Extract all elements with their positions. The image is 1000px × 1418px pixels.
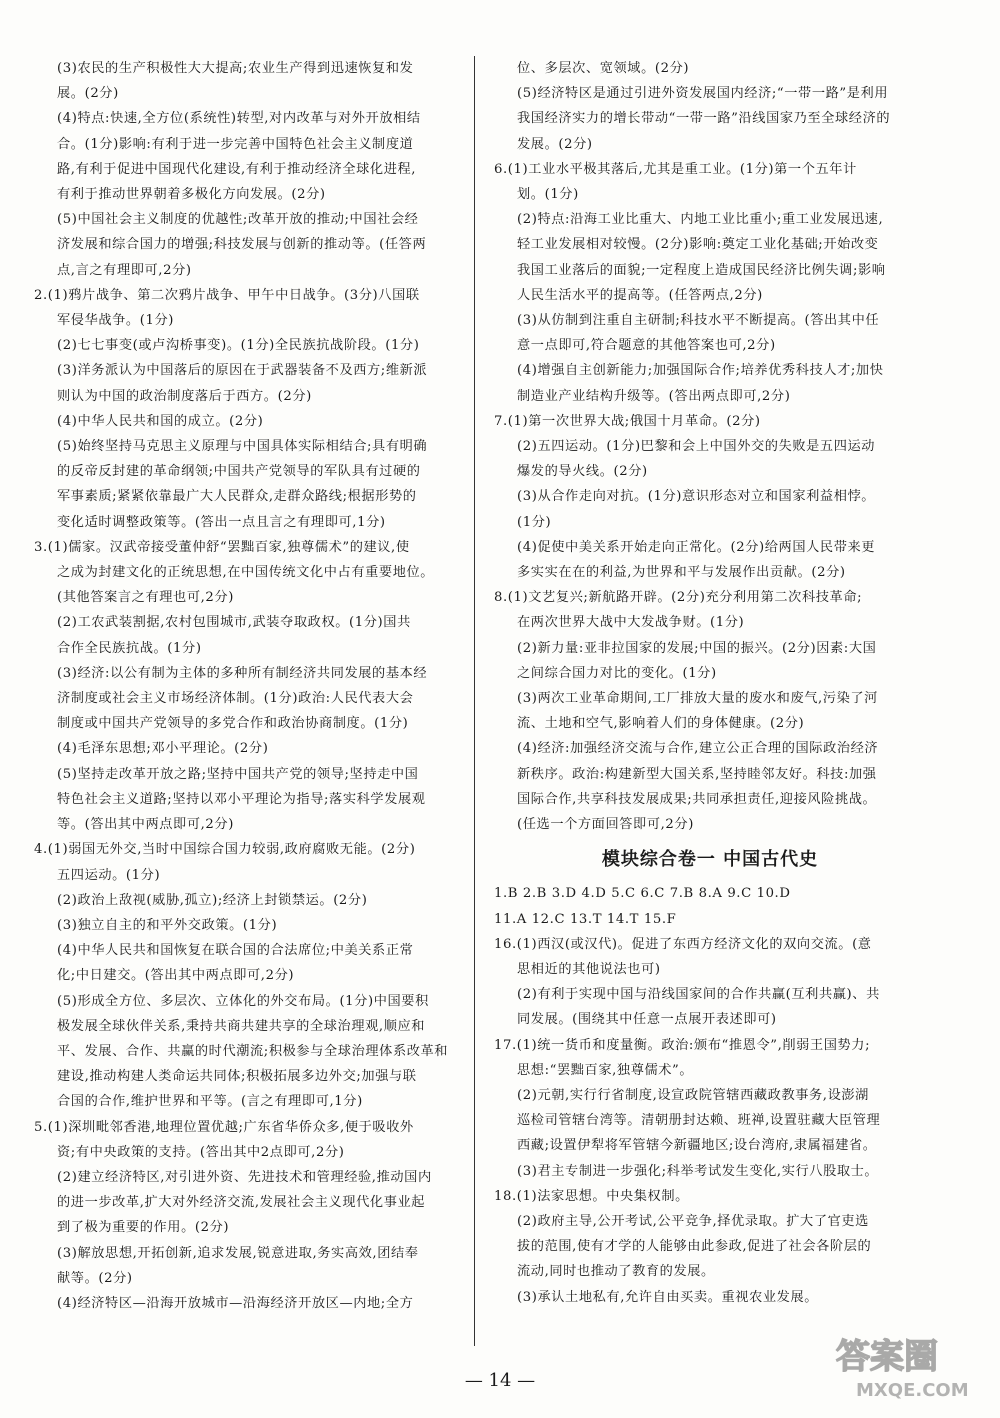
answer-line: (2)有利于实现中国与沿线国家间的合作共赢(互利共赢)、共 — [517, 987, 880, 1003]
answer-line: 的反帝反封建的革命纲领;中国共产党领导的军队具有过硬的 — [57, 464, 421, 480]
column-divider — [474, 56, 475, 1346]
answer-line: 制度或中国共产党领导的多党合作和政治协商制度。(1分) — [57, 716, 409, 732]
answer-line: 位、多层次、宽领域。(2分) — [517, 61, 690, 76]
answer-line: (3)经济:以公有制为主体的多种所有制经济共同发展的基本经 — [57, 665, 428, 681]
answer-line: (4)中华人民共和国的成立。(2分) — [57, 413, 264, 429]
answer-line: 平、发展、合作、共赢的时代潮流;积极参与全球治理体系改革和 — [57, 1043, 449, 1059]
answer-line: 16.(1)西汉(或汉代)。促进了东西方经济文化的双向交流。(意 — [494, 936, 872, 952]
watermark-cn: 答案圈 — [836, 1337, 938, 1377]
page-number: — 14 — — [464, 1370, 536, 1391]
answer-line: (2)元朝,实行行省制度,设宣政院管辖西藏政教事务,设澎湖 — [517, 1087, 869, 1103]
answer-line: 的进一步改革,扩大对外经济交流,发展社会主义现代化事业起 — [57, 1195, 426, 1211]
right-column — [494, 56, 926, 1310]
answer-line: 合。(1分)影响:有利于进一步完善中国特色社会主义制度道 — [57, 136, 414, 152]
answer-line: 巡检司管辖台湾等。清朝册封达赖、班禅,设置驻藏大臣管理 — [517, 1113, 881, 1129]
answer-line: (3)从合作走向对抗。(1分)意识形态对立和国家利益相悖。 — [517, 489, 876, 505]
answer-line: 建设,推动构建人类命运共同体;积极拓展多边外交;加强与联 — [57, 1069, 417, 1085]
answer-line: 军侵华战争。(1分) — [57, 313, 174, 329]
answer-line: 变化适时调整政策等。(答出一点且言之有理即可,1分) — [57, 514, 386, 530]
answer-line: 路,有利于促进中国现代化建设,有利于推动经济全球化进程, — [57, 161, 417, 177]
answer-line: (5)形成全方位、多层次、立体化的外交布局。(1分)中国要积 — [57, 993, 429, 1009]
watermark-url: MXQE.COM — [856, 1380, 969, 1401]
answer-line: 8.(1)文艺复兴;新航路开辟。(2分)充分利用第二次科技革命; — [494, 590, 863, 606]
answers-continued — [494, 56, 926, 837]
answer-line: 化;中日建交。(答出其中两点即可,2分) — [57, 968, 295, 984]
answer-line: 献等。(2分) — [57, 1270, 133, 1286]
answer-line: (2)七七事变(或卢沟桥事变)。(1分)全民族抗战阶段。(1分) — [57, 338, 420, 354]
answer-line: 我国工业落后的面貌;一定程度上造成国民经济比例失调;影响 — [517, 262, 886, 278]
answer-line: (3)洋务派认为中国落后的原因在于武器装备不及西方;维新派 — [57, 363, 428, 379]
answer-line: 同发展。(围绕其中任意一点展开表述即可) — [517, 1012, 777, 1028]
answer-line: (4)经济:加强经济交流与合作,建立公正合理的国际政治经济 — [517, 741, 879, 757]
answer-line: 3.(1)儒家。汉武帝接受董仲舒“罢黜百家,独尊儒术”的建议,使 — [34, 539, 410, 555]
answer-line: (2)建立经济特区,对引进外资、先进技术和管理经验,推动国内 — [57, 1169, 432, 1185]
answer-line: 合国的合作,维护世界和平等。(言之有理即可,1分) — [57, 1094, 363, 1110]
answer-line: 轻工业发展相对较慢。(2分)影响:奠定工业化基础;开始改变 — [517, 237, 879, 253]
answer-line: (5)中国社会主义制度的优越性;改革开放的推动;中国社会经 — [57, 212, 419, 228]
answer-line: 国际合作,共享科技发展成果;共同承担责任,迎接风险挑战。 — [517, 791, 877, 807]
answer-line: 4.(1)弱国无外交,当时中国综合国力较弱,政府腐败无能。(2分) — [34, 842, 416, 858]
answer-line: (3)解放思想,开拓创新,追求发展,锐意进取,务实高效,团结奉 — [57, 1245, 419, 1261]
answer-line: (3)两次工业革命期间,工厂排放大量的废水和废气,污染了河 — [517, 691, 878, 707]
answer-line: (2)五四运动。(1分)巴黎和会上中国外交的失败是五四运动 — [517, 439, 876, 455]
answer-line: 在两次世界大战中大发战争财。(1分) — [517, 615, 745, 631]
answer-line: (任选一个方面回答即可,2分) — [517, 817, 694, 833]
answer-line: (3)君主专制进一步强化;科举考试发生变化,实行八股取士。 — [517, 1163, 879, 1179]
answer-line: 点,言之有理即可,2分) — [57, 262, 192, 278]
answer-line: 7.(1)第一次世界大战;俄国十月革命。(2分) — [494, 413, 761, 429]
answer-line: 我国经济实力的增长带动“一带一路”沿线国家乃至全球经济的 — [517, 111, 891, 127]
answer-line: (2)政府主导,公开考试,公平竞争,择优录取。扩大了官吏选 — [517, 1213, 869, 1229]
answer-line: (4)中华人民共和国恢复在联合国的合法席位;中美关系正常 — [57, 943, 414, 959]
answer-line: 特色社会主义道路;坚持以邓小平理论为指导;落实科学发展观 — [57, 791, 426, 807]
answer-line: (4)毛泽东思想;邓小平理论。(2分) — [57, 741, 269, 757]
answer-line: (1分) — [517, 514, 552, 530]
answer-line: 到了极为重要的作用。(2分) — [57, 1220, 230, 1236]
answer-line: (4)增强自主创新能力;加强国际合作;培养优秀科技人才;加快 — [517, 363, 884, 379]
left-column — [34, 56, 466, 1316]
answer-line: (5)始终坚持马克思主义原理与中国具体实际相结合;具有明确 — [57, 439, 428, 455]
answer-line: 军事素质;紧紧依靠最广大人民群众,走群众路线;根据形势的 — [57, 489, 417, 505]
answer-line: (2)特点:沿海工业比重大、内地工业比重小;重工业发展迅速, — [517, 212, 884, 228]
answer-line: (4)促使中美关系开始走向正常化。(2分)给两国人民带来更 — [517, 539, 876, 555]
answer-line: 流动,同时也推动了教育的发展。 — [517, 1264, 715, 1280]
answer-line: (2)新力量:亚非拉国家的发展;中国的振兴。(2分)因素:大国 — [517, 640, 877, 656]
answer-line: 新秩序。政治:构建新型大国关系,坚持睦邻友好。科技:加强 — [517, 766, 877, 782]
answer-line: 18.(1)法家思想。中央集权制。 — [494, 1188, 689, 1204]
answers-ancient-history — [494, 932, 926, 1310]
answer-line: 等。(答出其中两点即可,2分) — [57, 817, 234, 833]
answer-line: 有利于推动世界朝着多极化方向发展。(2分) — [57, 187, 326, 203]
answer-line: (5)经济特区是通过引进外资发展国内经济;“一带一路”是利用 — [517, 86, 889, 102]
answer-line: (其他答案言之有理也可,2分) — [57, 590, 234, 606]
answer-line: (2)政治上敌视(威胁,孤立);经济上封锁禁运。(2分) — [57, 892, 368, 908]
answer-line: 之成为封建文化的正统思想,在中国传统文化中占有重要地位。 — [57, 565, 435, 581]
answer-line: (3)从仿制到注重自主研制;科技水平不断提高。(答出其中任 — [517, 313, 880, 329]
answer-line: 17.(1)统一货币和度量衡。政治:颁布“推恩令”,削弱王国势力; — [494, 1037, 871, 1053]
answer-line: (3)承认土地私有,允许自由买卖。重视农业发展。 — [517, 1289, 819, 1305]
answer-line: 5.(1)深圳毗邻香港,地理位置优越;广东省华侨众多,便于吸收外 — [34, 1119, 414, 1135]
answer-line: 资;有中央政策的支持。(答出其中2点即可,2分) — [57, 1144, 345, 1160]
section-title: 模块综合卷一 中国古代史 — [601, 849, 819, 871]
answer-line: 之间综合国力对比的变化。(1分) — [517, 665, 717, 681]
mc-answer-row: 11.A 12.C 13.T 14.T 15.F — [494, 911, 677, 927]
answer-line: 极发展全球伙伴关系,秉持共商共建共享的全球治理观,顺应和 — [57, 1018, 426, 1034]
answer-line: 合作全民族抗战。(1分) — [57, 640, 202, 656]
answer-line: (4)经济特区—沿海开放城市—沿海经济开放区—内地;全方 — [57, 1295, 414, 1311]
watermark-logo — [832, 1328, 982, 1404]
answer-line: 五四运动。(1分) — [57, 867, 161, 883]
answer-line: 思想:“罢黜百家,独尊儒术”。 — [517, 1062, 694, 1078]
answer-line: 思相近的其他说法也可) — [517, 961, 661, 977]
multiple-choice-answers — [494, 881, 926, 931]
answer-line: (4)特点:快速,全方位(系统性)转型,对内改革与对外开放相结 — [57, 111, 421, 127]
answer-line: 拔的范围,使有才学的人能够由此参政,促进了社会各阶层的 — [517, 1239, 872, 1255]
answer-line: 济发展和综合国力的增强;科技发展与创新的推动等。(任答两 — [57, 237, 427, 253]
mc-answer-row: 1.B 2.B 3.D 4.D 5.C 6.C 7.B 8.A 9.C 10.D — [494, 886, 791, 902]
answer-line: 济制度或社会主义市场经济体制。(1分)政治:人民代表大会 — [57, 691, 414, 707]
answer-line: (5)坚持走改革开放之路;坚持中国共产党的领导;坚持走中国 — [57, 766, 419, 782]
answer-line: 展。(2分) — [57, 86, 119, 102]
answer-line: 意一点即可,符合题意的其他答案也可,2分) — [517, 338, 776, 354]
answer-line: 多实实在在的利益,为世界和平与发展作出贡献。(2分) — [517, 565, 846, 581]
answer-line: 人民生活水平的提高等。(任答两点,2分) — [517, 287, 763, 303]
answer-line: 2.(1)鸦片战争、第二次鸦片战争、甲午中日战争。(3分)八国联 — [34, 287, 420, 303]
answer-line: 6.(1)工业水平极其落后,尤其是重工业。(1分)第一个五年计 — [494, 161, 857, 177]
answer-line: (3)农民的生产积极性大大提高;农业生产得到迅速恢复和发 — [57, 61, 414, 76]
answer-line: (2)工农武装割据,农村包围城市,武装夺取政权。(1分)国共 — [57, 615, 411, 631]
answer-line: 爆发的导火线。(2分) — [517, 464, 648, 480]
answer-line: (3)独立自主的和平外交政策。(1分) — [57, 917, 278, 933]
answer-line: 则认为中国的政治制度落后于西方。(2分) — [57, 388, 312, 404]
answer-line: 划。(1分) — [517, 187, 579, 203]
answer-line: 西藏;设置伊犁将军管辖今新疆地区;设台湾府,隶属福建省。 — [517, 1138, 877, 1154]
answer-line: 制造业产业结构升级等。(答出两点即可,2分) — [517, 388, 791, 404]
answer-line: 发展。(2分) — [517, 136, 593, 152]
answer-line: 流、土地和空气,影响着人们的身体健康。(2分) — [517, 716, 805, 732]
